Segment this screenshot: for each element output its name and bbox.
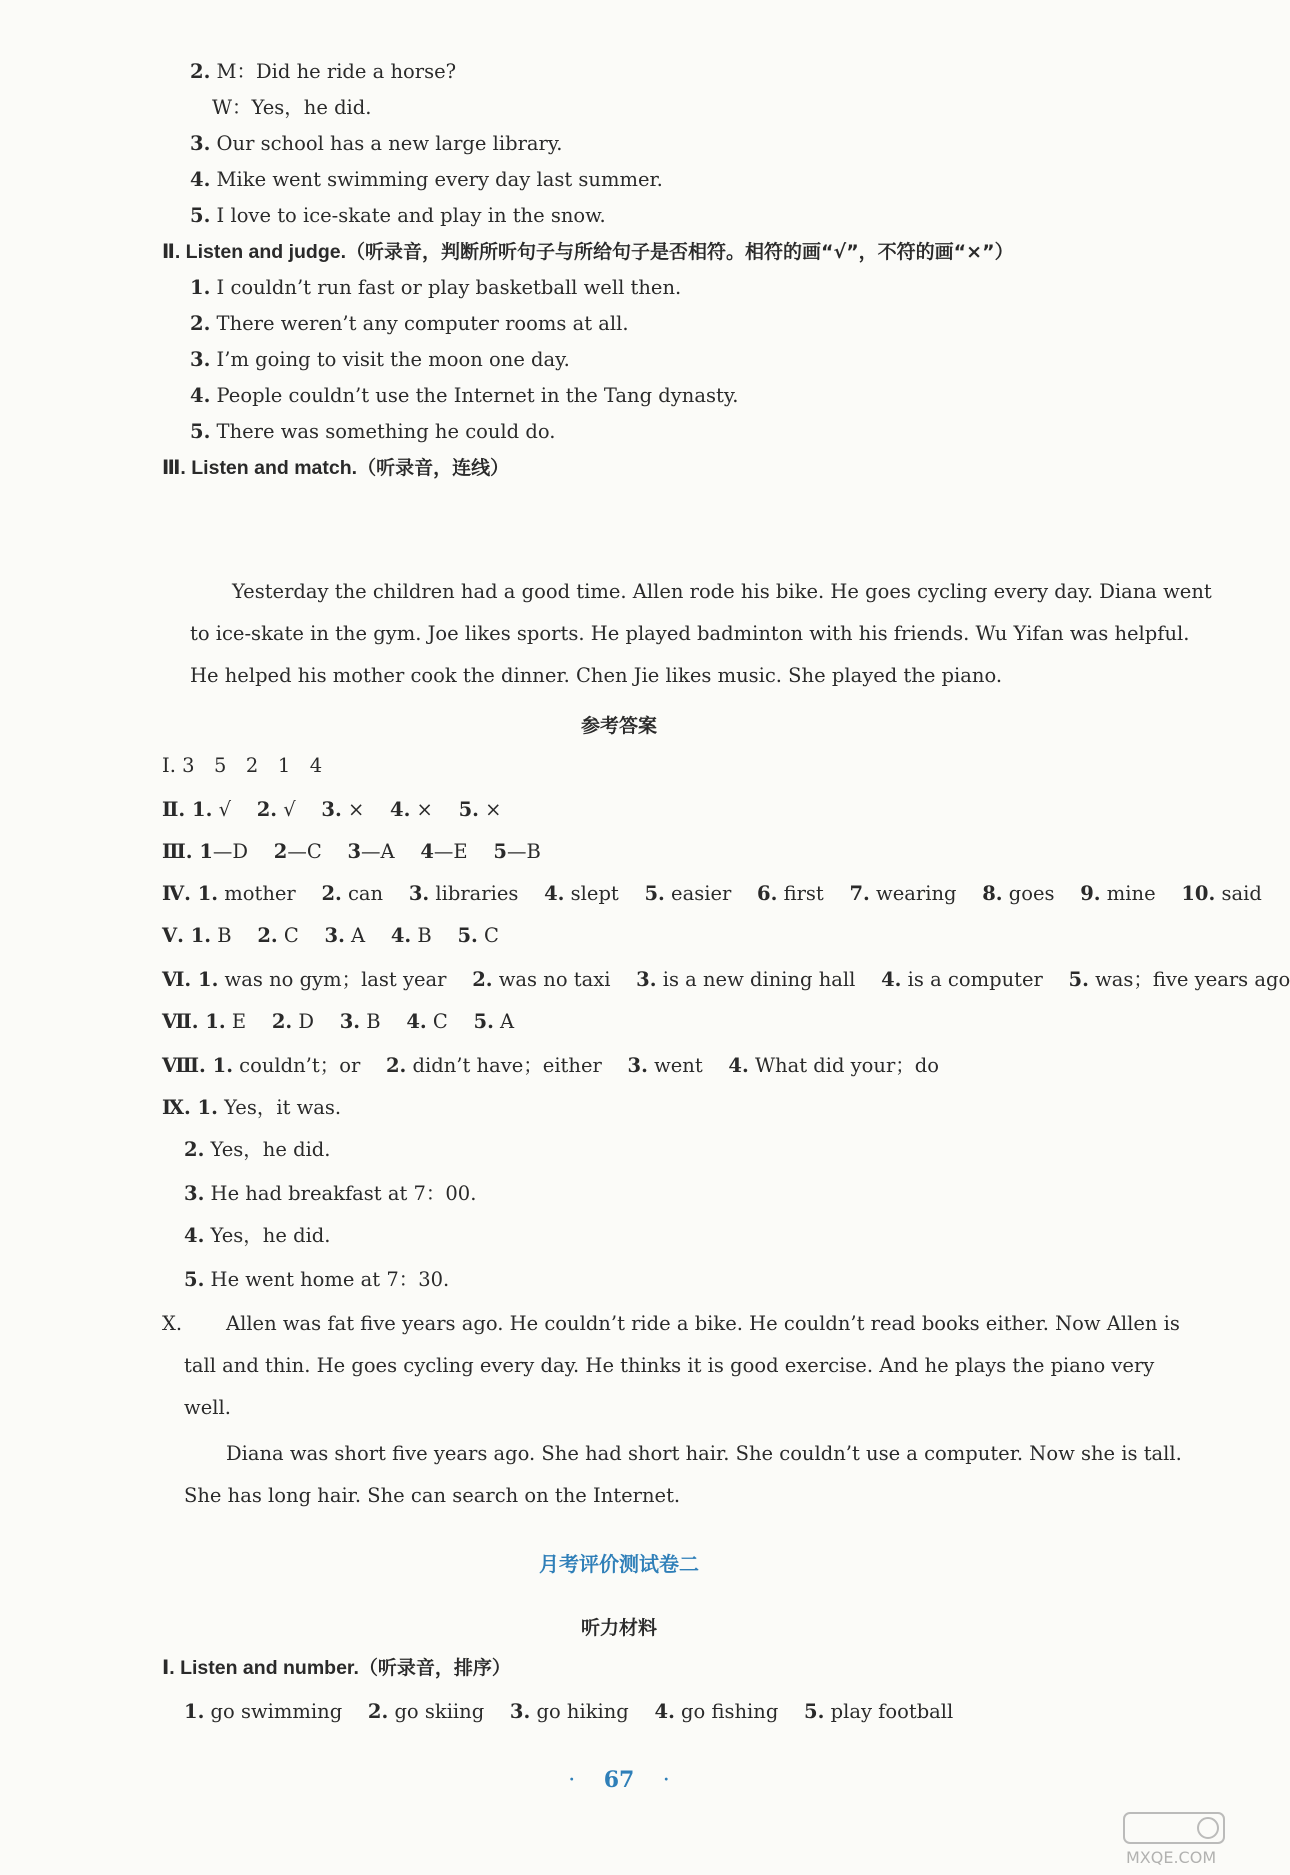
answer-value: C <box>477 924 499 947</box>
answer-row-5 <box>162 922 499 950</box>
answer-row-10-label: Ⅹ. <box>162 1312 183 1335</box>
section-note: （听录音，判断所听句子与所给句子是否相符。相符的画“√”，不符的画“×”） <box>346 241 1014 263</box>
answer-num: Ⅵ. 1. <box>162 968 219 991</box>
answer-num: 5. <box>457 924 478 947</box>
answer-num: Ⅸ. 1. <box>162 1096 218 1119</box>
line-1-m <box>190 58 456 86</box>
answer-value: couldn’t；or <box>232 1054 380 1077</box>
answer-value: √ <box>212 798 251 821</box>
answer-row-9-5 <box>184 1266 449 1294</box>
page-number: 67 <box>603 1767 635 1793</box>
answer-num: 4. <box>728 1054 749 1077</box>
answer-value: B <box>411 924 452 947</box>
item-num: 4. <box>190 384 211 407</box>
answer-value: libraries <box>429 882 538 905</box>
line-3 <box>190 130 562 158</box>
section-title: Ⅲ. Listen and match. <box>162 457 358 479</box>
answer-value: Yes，it was. <box>217 1096 342 1119</box>
answer-num: 2. <box>472 968 493 991</box>
answer-num: 4. <box>544 882 565 905</box>
answer-value: wearing <box>869 882 976 905</box>
s2-item-3 <box>190 346 570 374</box>
answer-row-7 <box>162 1008 514 1036</box>
line-1-w: W：Yes，he did. <box>212 96 372 119</box>
answer-value: × <box>410 798 453 821</box>
answer-value: D <box>292 1010 334 1033</box>
item-num: 1. <box>190 276 211 299</box>
item-num: 5. <box>190 204 211 227</box>
item-num: 2. <box>190 312 211 335</box>
answer-value: didn’t have；either <box>406 1054 622 1077</box>
answer-num: 4. <box>184 1224 205 1247</box>
answer-num: 4. <box>406 1010 427 1033</box>
item-num: 4. <box>654 1700 675 1723</box>
answer-num: 3. <box>321 798 342 821</box>
item-text: go hiking <box>530 1700 649 1723</box>
answer-value: B <box>360 1010 401 1033</box>
answer-num: 3. <box>184 1182 205 1205</box>
s2-item-1 <box>190 274 681 302</box>
answers-title: 参考答案 <box>580 715 657 737</box>
answer-value: —A <box>361 840 415 863</box>
answer-value: is a new dining hall <box>656 968 875 991</box>
answer-value: was；five years ago <box>1088 968 1290 991</box>
answer-num: 2. <box>385 1054 407 1077</box>
s2-item-4 <box>190 382 738 410</box>
answer-value: mine <box>1100 882 1176 905</box>
answer-10-line-5: She has long hair. She can search on the Internet. <box>184 1484 681 1507</box>
line-5 <box>190 202 606 230</box>
answer-num: 2. <box>257 924 278 947</box>
answer-value: C <box>426 1010 468 1033</box>
answer-num: 5. <box>473 1010 494 1033</box>
answer-num: Ⅲ. 1 <box>162 840 213 863</box>
item-text: M：Did he ride a horse? <box>210 60 457 83</box>
item-num: 2. <box>367 1700 389 1723</box>
answer-num: Ⅷ. 1. <box>162 1054 233 1077</box>
line-4 <box>190 166 663 194</box>
answer-value: mother <box>218 882 316 905</box>
answer-num: 9. <box>1080 882 1101 905</box>
answer-10-line-1: Allen was fat five years ago. He couldn’t ride a bike. He couldn’t read books either. Now Allen is <box>226 1312 1180 1335</box>
s3-para-line-2: to ice-skate in the gym. Joe likes sports. He played badminton with his friends. Wu Yifan was helpful. <box>190 622 1190 645</box>
answer-num: 3. <box>408 882 430 905</box>
answer-value: Yes，he did. <box>204 1138 331 1161</box>
item-text: People couldn’t use the Internet in the Tang dynasty. <box>210 384 739 407</box>
watermark-logo-icon <box>1118 1809 1230 1869</box>
answer-num: 5. <box>644 882 665 905</box>
section-note: （听录音，排序） <box>358 1657 511 1679</box>
answer-num: 7. <box>849 882 870 905</box>
item-text: There was something he could do. <box>210 420 556 443</box>
answer-num: 5. <box>458 798 479 821</box>
answer-value: —D <box>212 840 268 863</box>
item-num: 3. <box>190 132 211 155</box>
answer-value: C <box>277 924 319 947</box>
answer-num: 2. <box>321 882 342 905</box>
answer-num: 3 <box>347 840 362 863</box>
page-footer <box>0 1766 1238 1795</box>
answer-value: B <box>211 924 252 947</box>
s2-item-2 <box>190 310 629 338</box>
answer-num: 4. <box>881 968 902 991</box>
answer-value: can <box>341 882 403 905</box>
answer-num: 3. <box>636 968 657 991</box>
answer-value: slept <box>564 882 639 905</box>
s2-item-5 <box>190 418 555 446</box>
answer-num: 3. <box>627 1054 648 1077</box>
item-text: There weren’t any computer rooms at all. <box>210 312 629 335</box>
item-text: I couldn’t run fast or play basketball well then. <box>210 276 682 299</box>
item-text: I’m going to visit the moon one day. <box>210 348 570 371</box>
item-num: 4. <box>190 168 211 191</box>
answer-num: 4 <box>420 840 434 863</box>
item-text: I love to ice-skate and play in the snow. <box>210 204 606 227</box>
answer-row-3 <box>162 838 541 866</box>
answer-value: was no taxi <box>492 968 630 991</box>
answer-value: E <box>225 1010 266 1033</box>
item-text: go fishing <box>674 1700 798 1723</box>
item-text: Mike went swimming every day last summer. <box>210 168 663 191</box>
s3-para-line-1: Yesterday the children had a good time. Allen rode his bike. He goes cycling every day. Diana went <box>232 580 1212 603</box>
answer-num: 3. <box>339 1010 361 1033</box>
answer-value: was no gym；last year <box>218 968 466 991</box>
answer-value: He went home at 7：30. <box>204 1268 450 1291</box>
answer-num: Ⅴ. 1. <box>162 924 212 947</box>
answer-row-6 <box>162 966 1290 994</box>
answer-num: 2 <box>273 840 288 863</box>
answer-value: √ <box>277 798 316 821</box>
answer-value: is a computer <box>901 968 1063 991</box>
answer-num: 10. <box>1181 882 1216 905</box>
item-text: go swimming <box>204 1700 362 1723</box>
answer-value: × <box>478 798 502 821</box>
answer-row-4 <box>162 880 1262 908</box>
answer-row-9-2 <box>184 1136 330 1164</box>
answer-value: goes <box>1002 882 1075 905</box>
item-text: go skiing <box>388 1700 504 1723</box>
answer-10-line-2: tall and thin. He goes cycling every day. He thinks it is good exercise. And he plays the piano very <box>184 1354 1155 1377</box>
section-title: Ⅱ. Listen and judge. <box>162 241 347 263</box>
item-num: 2. <box>190 60 211 83</box>
section-3-heading <box>162 454 509 482</box>
answer-num: 5 <box>493 840 507 863</box>
test-2-section-heading <box>162 1654 511 1682</box>
section-2-heading <box>162 238 1014 266</box>
answer-value: Yes，he did. <box>204 1224 331 1247</box>
answer-num: 2. <box>184 1138 205 1161</box>
test-2-items <box>184 1698 953 1726</box>
answer-value: went <box>647 1054 723 1077</box>
answer-row-1: Ⅰ. 3 5 2 1 4 <box>162 754 323 777</box>
s3-para-line-3: He helped his mother cook the dinner. Chen Jie likes music. She played the piano. <box>190 664 1003 687</box>
answer-value: —B <box>506 840 541 863</box>
item-num: 1. <box>184 1700 205 1723</box>
item-num: 3. <box>509 1700 531 1723</box>
answer-num: 8. <box>982 882 1003 905</box>
answer-value: What did your；do <box>748 1054 939 1077</box>
answer-num: 2. <box>256 798 278 821</box>
answer-value: easier <box>664 882 751 905</box>
test-2-subtitle: 听力材料 <box>580 1617 657 1639</box>
watermark-text: MXQE.COM <box>1126 1848 1217 1867</box>
answer-num: 5. <box>184 1268 205 1291</box>
footer-dot-right: · <box>662 1768 670 1793</box>
item-text: Our school has a new large library. <box>210 132 563 155</box>
answer-num: 6. <box>757 882 778 905</box>
answer-row-9-3 <box>184 1180 476 1208</box>
answer-row-8 <box>162 1052 939 1080</box>
section-title: Ⅰ. Listen and number. <box>162 1657 359 1679</box>
answer-num: Ⅳ. 1. <box>162 882 219 905</box>
answer-num: 4. <box>390 924 412 947</box>
item-num: 5. <box>190 420 211 443</box>
answer-num: Ⅶ. 1. <box>162 1010 226 1033</box>
answer-value: He had breakfast at 7：00. <box>204 1182 477 1205</box>
answer-num: Ⅱ. 1. <box>162 798 213 821</box>
answer-row-9 <box>162 1094 341 1122</box>
answer-10-line-4: Diana was short five years ago. She had short hair. She couldn’t use a computer. Now she is tall. <box>226 1442 1182 1465</box>
answer-value: —E <box>433 840 488 863</box>
answer-value: —C <box>287 840 342 863</box>
answer-value: first <box>777 882 844 905</box>
item-num: 5. <box>804 1700 825 1723</box>
answer-10-line-3: well. <box>184 1396 231 1419</box>
answer-row-9-4 <box>184 1222 330 1250</box>
answer-num: 4. <box>390 798 411 821</box>
footer-dot-left: · <box>568 1768 576 1793</box>
test-2-title: 月考评价测试卷二 <box>539 1552 699 1576</box>
answer-num: 5. <box>1068 968 1089 991</box>
answer-value: × <box>341 798 384 821</box>
item-num: 3. <box>190 348 211 371</box>
answer-num: 3. <box>324 924 345 947</box>
answer-value: A <box>493 1010 515 1033</box>
answer-num: 2. <box>271 1010 293 1033</box>
answer-value: A <box>344 924 385 947</box>
section-note: （听录音，连线） <box>357 457 510 479</box>
item-text: play football <box>824 1700 954 1723</box>
answer-row-2 <box>162 796 502 824</box>
answer-value: said <box>1215 882 1262 905</box>
